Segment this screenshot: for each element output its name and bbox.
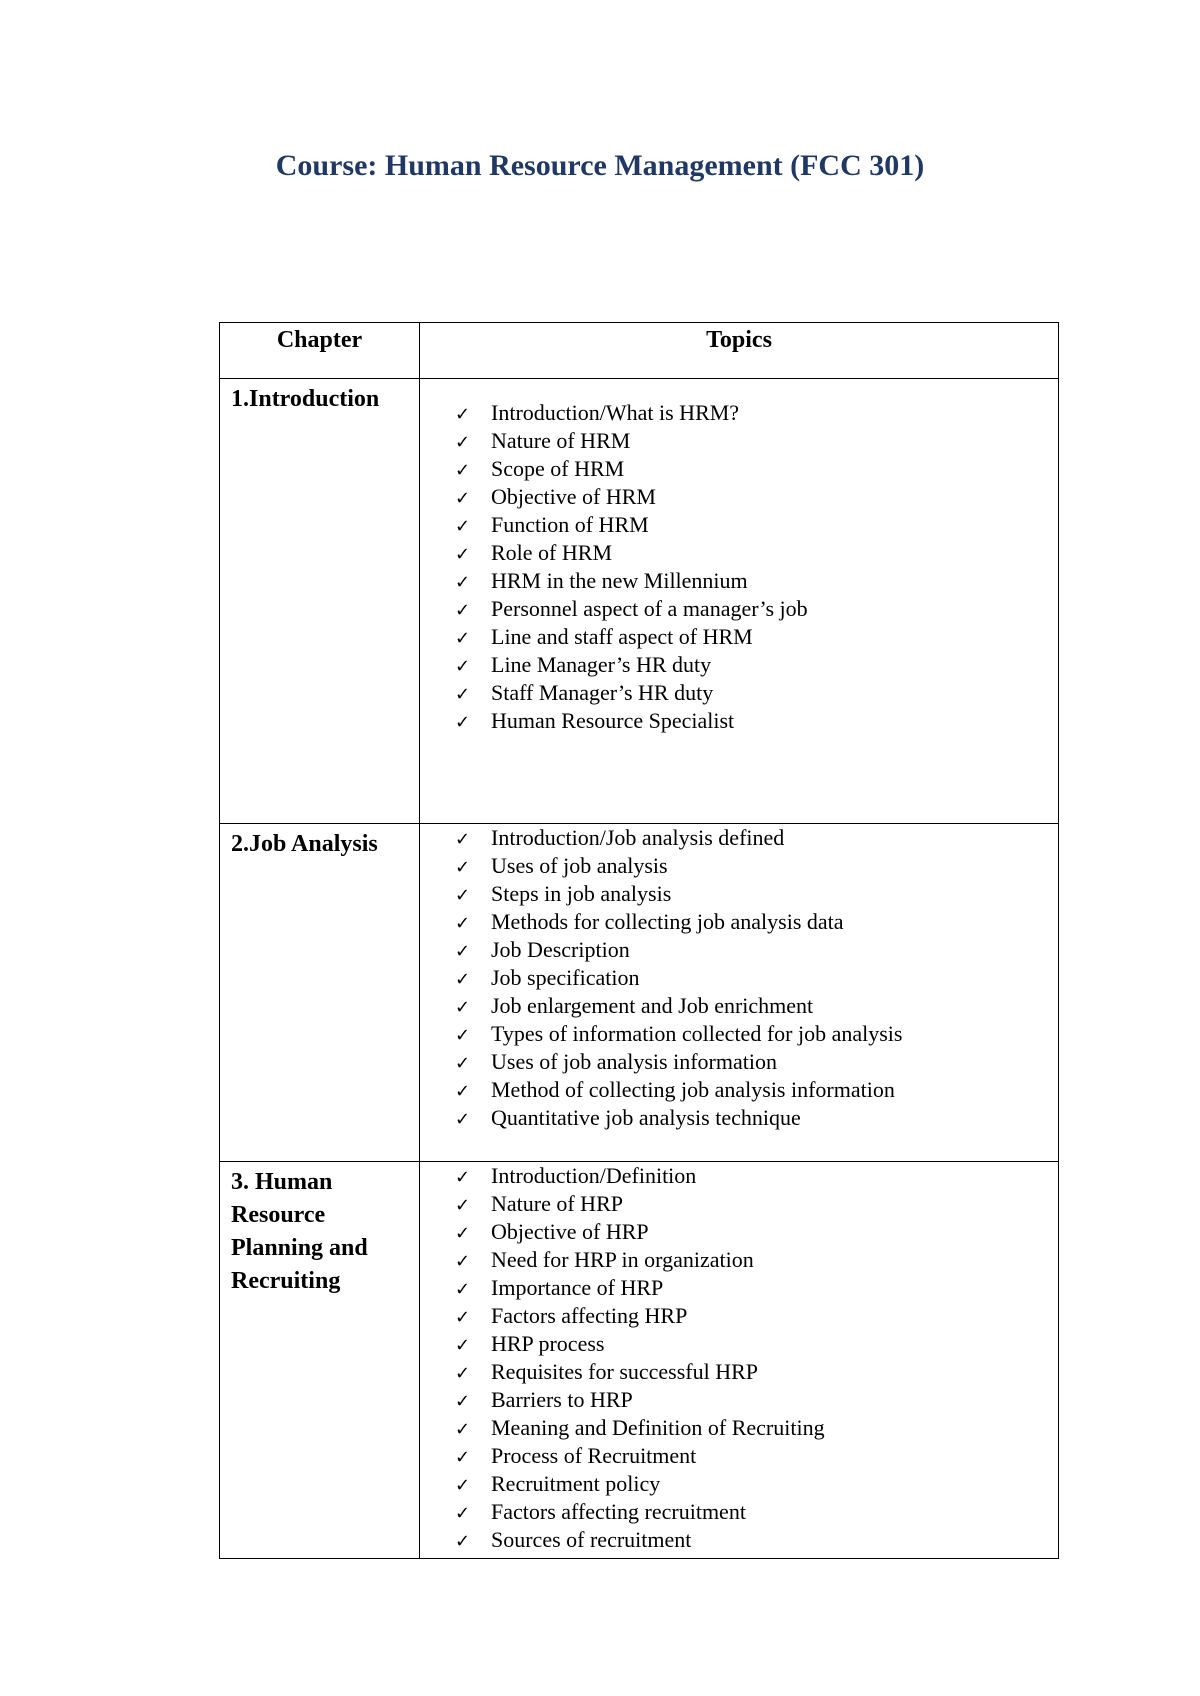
topic-text: Sources of recruitment bbox=[491, 1527, 692, 1552]
list-item bbox=[455, 1302, 1058, 1330]
topic-text: Job Description bbox=[491, 937, 630, 962]
checkmark-icon: ✓ bbox=[455, 712, 471, 733]
list-item bbox=[455, 1246, 1058, 1274]
course-title: Course: Human Resource Management (FCC 301) bbox=[275, 149, 925, 182]
checkmark-icon: ✓ bbox=[455, 1279, 471, 1300]
list-item bbox=[455, 908, 1058, 936]
list-item bbox=[455, 992, 1058, 1020]
checkmark-icon: ✓ bbox=[455, 572, 471, 593]
checkmark-icon: ✓ bbox=[455, 829, 471, 850]
list-item bbox=[455, 1442, 1058, 1470]
topic-text: Process of Recruitment bbox=[491, 1443, 697, 1468]
checkmark-icon: ✓ bbox=[455, 1531, 471, 1552]
list-item bbox=[455, 399, 1058, 427]
topics-cell bbox=[420, 379, 1059, 824]
list-item bbox=[455, 1104, 1058, 1132]
topic-text: Factors affecting recruitment bbox=[491, 1499, 746, 1524]
topic-text: Function of HRM bbox=[491, 512, 649, 537]
topic-text: Objective of HRM bbox=[491, 484, 656, 509]
topic-text: Line and staff aspect of HRM bbox=[491, 624, 753, 649]
list-item bbox=[455, 1162, 1058, 1190]
chapter-column-header: Chapter bbox=[220, 323, 420, 379]
topic-text: Barriers to HRP bbox=[491, 1387, 633, 1412]
topic-text: Uses of job analysis information bbox=[491, 1049, 777, 1074]
topic-text: Nature of HRP bbox=[491, 1191, 623, 1216]
topic-text: Job enlargement and Job enrichment bbox=[491, 993, 814, 1018]
topic-text: Methods for collecting job analysis data bbox=[491, 909, 844, 934]
topic-text: Job specification bbox=[491, 965, 640, 990]
checkmark-icon: ✓ bbox=[455, 1307, 471, 1328]
list-item bbox=[455, 1498, 1058, 1526]
topic-text: Nature of HRM bbox=[491, 428, 631, 453]
list-item bbox=[455, 623, 1058, 651]
chapter-cell: 2.Job Analysis bbox=[220, 824, 420, 1162]
topic-text: Introduction/Job analysis defined bbox=[491, 825, 785, 850]
checkmark-icon: ✓ bbox=[455, 516, 471, 537]
list-item bbox=[455, 1386, 1058, 1414]
topic-text: Need for HRP in organization bbox=[491, 1247, 754, 1272]
list-item bbox=[455, 707, 1058, 735]
topic-text: Introduction/Definition bbox=[491, 1163, 697, 1188]
checkmark-icon: ✓ bbox=[455, 1391, 471, 1412]
list-item bbox=[455, 511, 1058, 539]
table-row bbox=[220, 824, 1059, 1162]
checkmark-icon: ✓ bbox=[455, 1195, 471, 1216]
topics-column-header: Topics bbox=[420, 323, 1059, 379]
list-item bbox=[455, 651, 1058, 679]
topic-list bbox=[420, 379, 1058, 735]
list-item bbox=[455, 936, 1058, 964]
list-item bbox=[455, 455, 1058, 483]
checkmark-icon: ✓ bbox=[455, 1053, 471, 1074]
list-item bbox=[455, 1526, 1058, 1554]
topic-text: Introduction/What is HRM? bbox=[491, 400, 740, 425]
list-item bbox=[455, 880, 1058, 908]
checkmark-icon: ✓ bbox=[455, 1419, 471, 1440]
checkmark-icon: ✓ bbox=[455, 941, 471, 962]
checkmark-icon: ✓ bbox=[455, 1025, 471, 1046]
list-item bbox=[455, 539, 1058, 567]
topic-text: Method of collecting job analysis information bbox=[491, 1077, 895, 1102]
checkmark-icon: ✓ bbox=[455, 1167, 471, 1188]
list-item bbox=[455, 567, 1058, 595]
list-item bbox=[455, 1020, 1058, 1048]
list-item bbox=[455, 427, 1058, 455]
checkmark-icon: ✓ bbox=[455, 1503, 471, 1524]
checkmark-icon: ✓ bbox=[455, 404, 471, 425]
topic-text: HRP process bbox=[491, 1331, 605, 1356]
checkmark-icon: ✓ bbox=[455, 997, 471, 1018]
list-item bbox=[455, 1330, 1058, 1358]
topic-text: Types of information collected for job analysis bbox=[491, 1021, 903, 1046]
topic-text: Requisites for successful HRP bbox=[491, 1359, 759, 1384]
topic-text: Human Resource Specialist bbox=[491, 708, 735, 733]
topic-text: Meaning and Definition of Recruiting bbox=[491, 1415, 825, 1440]
checkmark-icon: ✓ bbox=[455, 1363, 471, 1384]
checkmark-icon: ✓ bbox=[455, 857, 471, 878]
topic-text: Personnel aspect of a manager’s job bbox=[491, 596, 808, 621]
list-item bbox=[455, 824, 1058, 852]
topic-text: Quantitative job analysis technique bbox=[491, 1105, 801, 1130]
list-item bbox=[455, 1358, 1058, 1386]
table-header-row bbox=[220, 323, 1059, 379]
topics-cell bbox=[420, 824, 1059, 1162]
checkmark-icon: ✓ bbox=[455, 544, 471, 565]
checkmark-icon: ✓ bbox=[455, 628, 471, 649]
topic-text: Uses of job analysis bbox=[491, 853, 668, 878]
checkmark-icon: ✓ bbox=[455, 656, 471, 677]
checkmark-icon: ✓ bbox=[455, 600, 471, 621]
list-item bbox=[455, 1048, 1058, 1076]
checkmark-icon: ✓ bbox=[455, 969, 471, 990]
topic-text: Objective of HRP bbox=[491, 1219, 649, 1244]
checkmark-icon: ✓ bbox=[455, 460, 471, 481]
topics-cell bbox=[420, 1162, 1059, 1559]
topic-list bbox=[420, 824, 1058, 1132]
checkmark-icon: ✓ bbox=[455, 1447, 471, 1468]
checkmark-icon: ✓ bbox=[455, 684, 471, 705]
topic-text: Steps in job analysis bbox=[491, 881, 672, 906]
checkmark-icon: ✓ bbox=[455, 1475, 471, 1496]
topic-text: Role of HRM bbox=[491, 540, 612, 565]
topic-list bbox=[420, 1162, 1058, 1554]
list-item bbox=[455, 1414, 1058, 1442]
list-item bbox=[455, 1218, 1058, 1246]
table-row bbox=[220, 1162, 1059, 1559]
checkmark-icon: ✓ bbox=[455, 1335, 471, 1356]
topic-text: Factors affecting HRP bbox=[491, 1303, 688, 1328]
checkmark-icon: ✓ bbox=[455, 1109, 471, 1130]
topic-text: Line Manager’s HR duty bbox=[491, 652, 712, 677]
topic-text: Recruitment policy bbox=[491, 1471, 661, 1496]
list-item bbox=[455, 1470, 1058, 1498]
chapter-cell: 1.Introduction bbox=[220, 379, 420, 824]
topic-text: Staff Manager’s HR duty bbox=[491, 680, 714, 705]
checkmark-icon: ✓ bbox=[455, 1223, 471, 1244]
list-item bbox=[455, 1076, 1058, 1104]
topic-text: HRM in the new Millennium bbox=[491, 568, 748, 593]
checkmark-icon: ✓ bbox=[455, 913, 471, 934]
checkmark-icon: ✓ bbox=[455, 432, 471, 453]
topic-text: Importance of HRP bbox=[491, 1275, 664, 1300]
checkmark-icon: ✓ bbox=[455, 1081, 471, 1102]
checkmark-icon: ✓ bbox=[455, 488, 471, 509]
list-item bbox=[455, 679, 1058, 707]
list-item bbox=[455, 964, 1058, 992]
list-item bbox=[455, 1190, 1058, 1218]
list-item bbox=[455, 852, 1058, 880]
topic-text: Scope of HRM bbox=[491, 456, 625, 481]
checkmark-icon: ✓ bbox=[455, 885, 471, 906]
checkmark-icon: ✓ bbox=[455, 1251, 471, 1272]
list-item bbox=[455, 595, 1058, 623]
table-row bbox=[220, 379, 1059, 824]
chapter-cell: 3. Human Resource Planning and Recruiting bbox=[220, 1162, 420, 1559]
list-item bbox=[455, 483, 1058, 511]
list-item bbox=[455, 1274, 1058, 1302]
syllabus-table bbox=[219, 322, 1059, 1559]
